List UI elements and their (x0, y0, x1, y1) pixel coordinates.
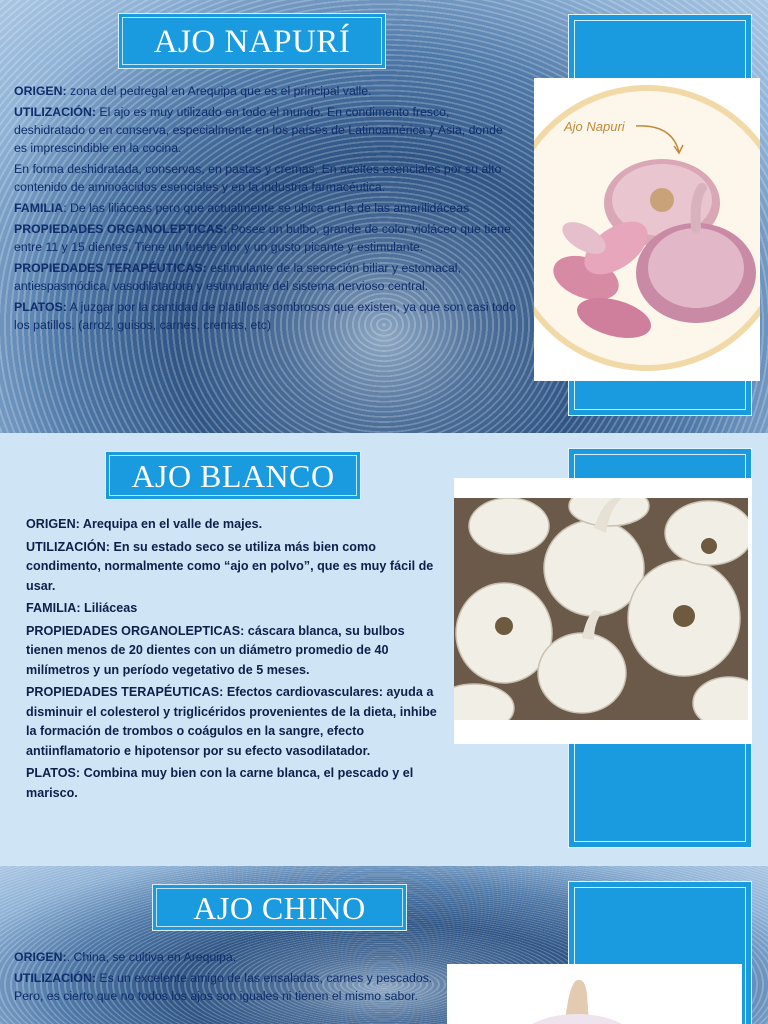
ajo-napuri-photo (534, 78, 760, 381)
paragraph: FAMILIA: Liliáceas (26, 601, 138, 615)
paragraph: UTILIZACIÓN: El ajo es muy utilizado en todo el mundo. En condimento fresco, deshidratado o en conserva, especialmente en los países de Latinoamérica y Asia, donde es imprescindible en la cocina. (14, 105, 503, 155)
paragraph: En forma deshidratada, conservas, en pastas y cremas. En aceites esenciales por su alto contenido de aminoácidos esenciales y en la industria farmacéutica. (14, 162, 502, 194)
section-title-text: AJO NAPURÍ (153, 24, 351, 60)
ajo-napuri-description (14, 82, 519, 337)
garlic-chino-illustration (447, 964, 742, 1024)
paragraph: PROPIEDADES TERAPÉUTICAS: estimulante de la secreción biliar y estomacal, antiespasmódica, vasodilatadora y estimulante del sistema nervioso central. (14, 261, 461, 293)
ajo-chino-description (14, 948, 444, 1008)
paragraph: PLATOS: A juzgar por la cantidad de platillos asombrosos que existen, ya que son casi todo los patillos. (arroz, guisos, carnes, cremas, etc) (14, 300, 516, 332)
paragraph: UTILIZACIÓN: En su estado seco se utiliza más bien como condimento, normalmente como “ajo en polvo”, que es muy fácil de usar. (26, 539, 434, 593)
paragraph: FAMILIA: De las liliáceas pero que actualmente se ubica en la de las amarilidáceas (14, 201, 470, 215)
section-title (152, 884, 407, 931)
paragraph: ORIGEN: Arequipa en el valle de majes. (26, 517, 263, 531)
ajo-chino-photo (447, 964, 742, 1024)
garlic-purple-illustration (534, 78, 760, 381)
image-caption: Ajo Napuri (564, 119, 625, 134)
paragraph: PROPIEDADES ORGANOLEPTICAS: Posee un bulbo, grande de color violáceo que tiene entre 11 y 15 dientes, Tiene un fuerte olor y un gusto picante y estimulante. (14, 222, 511, 254)
paragraph: ORIGEN:. China, se cultiva en Arequipa. (14, 950, 237, 964)
paragraph: PROPIEDADES ORGANOLEPTICAS: cáscara blanca, su bulbos tienen menos de 20 dientes con un diámetro promedio de 40 milímetros y un período vegetativo de 5 meses. (26, 623, 405, 677)
section-title (118, 13, 386, 69)
paragraph: UTILIZACIÓN: Es un excelente amigo de las ensaladas, carnes y pescados. Pero, es cierto que no todos los ajos son iguales ni tienen el mismo sabor. (14, 971, 433, 1003)
ajo-chino-slide (0, 866, 768, 1024)
ajo-blanco-slide (0, 433, 768, 866)
ajo-blanco-description (26, 515, 444, 806)
paragraph: PLATOS: Combina muy bien con la carne blanca, el pescado y el marisco. (26, 766, 414, 800)
section-title-text: AJO BLANCO (131, 458, 335, 494)
ajo-blanco-photo (454, 478, 752, 744)
paragraph: ORIGEN: zona del pedregal en Arequipa que es el principal valle. (14, 84, 372, 98)
garlic-white-illustration (454, 498, 748, 720)
section-title (105, 451, 361, 500)
section-title-text: AJO CHINO (193, 890, 366, 926)
paragraph: PROPIEDADES TERAPÉUTICAS: Efectos cardiovasculares: ayuda a disminuir el colesterol y triglicéridos provenientes de la dieta, inhibe la formación de trombos o coágulos en la sangre, efecto antiinflamatorio e hipotensor por su efecto vasodilatador. (26, 685, 437, 758)
ajo-napuri-slide (0, 0, 768, 433)
